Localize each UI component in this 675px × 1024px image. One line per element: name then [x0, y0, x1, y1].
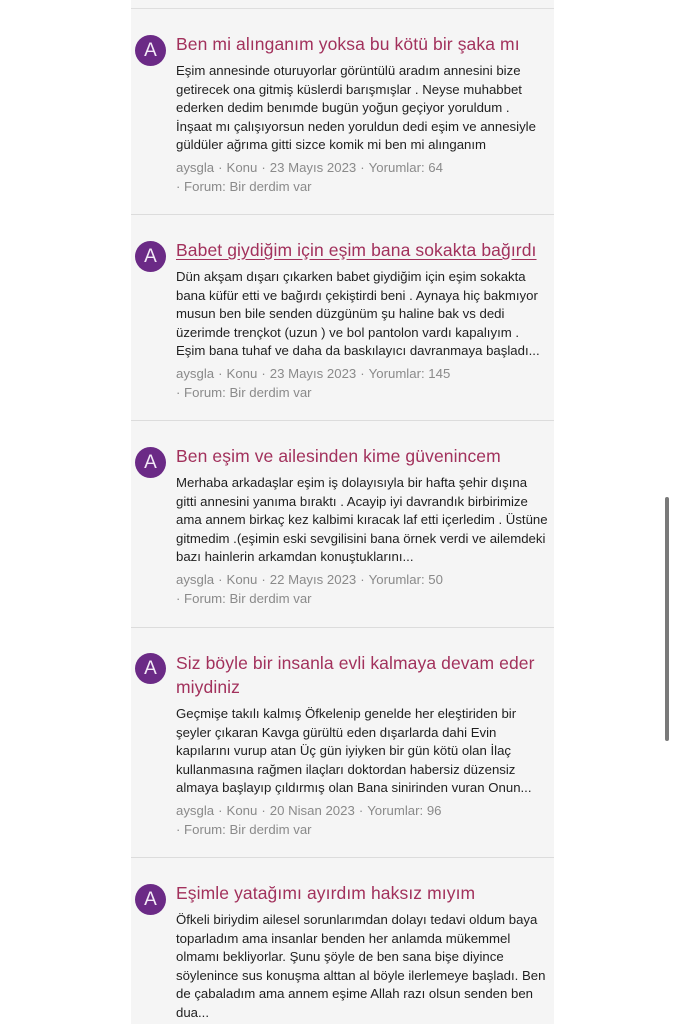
avatar[interactable]: A	[135, 447, 166, 478]
post-date: 23 Mayıs 2023	[269, 159, 357, 175]
reply-count: Yorumlar: 145	[368, 365, 451, 381]
thread-title-link[interactable]: Ben eşim ve ailesinden kime güvenincem	[176, 446, 501, 466]
thread-meta: aysgla · Konu · 23 Mayıs 2023 · Yorumlar: 145 · Forum: Bir derdim var	[176, 365, 451, 400]
scrollbar[interactable]	[665, 497, 669, 741]
thread-meta: aysgla · Konu · 22 Mayıs 2023 · Yorumlar: 50 · Forum: Bir derdim var	[176, 571, 443, 606]
thread-title-link[interactable]: Eşimle yatağımı ayırdım haksız mıyım	[176, 883, 476, 903]
author-link[interactable]: aysgla	[176, 159, 215, 175]
thread-title-link[interactable]: Babet giydiğim için eşim bana sokakta bağırdı	[176, 240, 537, 260]
thread-item	[131, 858, 554, 1024]
thread-meta: aysgla · Konu · 20 Nisan 2023 · Yorumlar: 96 · Forum: Bir derdim var	[176, 802, 442, 837]
forum-link[interactable]: · Forum: Bir derdim var	[176, 384, 312, 400]
author-link[interactable]: aysgla	[176, 365, 215, 381]
thread-title-link[interactable]: Siz böyle bir insanla evli kalmaya devam eder miydiniz	[176, 653, 535, 697]
avatar[interactable]: A	[135, 35, 166, 66]
thread-title-link[interactable]: Ben mi alınganım yoksa bu kötü bir şaka mı	[176, 34, 520, 54]
avatar[interactable]: A	[135, 653, 166, 684]
content-type: Konu	[226, 159, 258, 175]
thread-item	[131, 9, 554, 215]
thread-snippet: Dün akşam dışarı çıkarken babet giydiğim için eşim sokakta bana küfür etti ve bağırdı çekiştirdi beni . Aynaya hiç bakmıyor musun ben bile senden düzgünüm şu haline bak vs dedi üzerimde trençkot (uzun ) ve bol pantolon vardı kapalıyım . Eşim bana tuhaf ve daha da baskılayıcı davranmaya başladı...	[176, 269, 540, 359]
thread-item	[131, 215, 554, 421]
thread-item	[131, 421, 554, 628]
thread-snippet: Öfkeli biriydim ailesel sorunlarımdan dolayı tedavi oldum baya toparladım ama insanlar benden her anlamda mükemmel olmamı bekliyorlar. Şunu şöyle de ben sana bişe diyince söylenince sus konuşma alttan al böyle ilerlemeye başladı. Ben de çabaladım ama annem eşime Allah razı olsun senden ben dua...	[176, 912, 546, 1020]
content-type: Konu	[226, 365, 258, 381]
author-link[interactable]: aysgla	[176, 802, 215, 818]
avatar[interactable]: A	[135, 884, 166, 915]
post-date: 23 Mayıs 2023	[269, 365, 357, 381]
forum-link[interactable]: · Forum: Bir derdim var	[176, 821, 312, 837]
thread-snippet: Geçmişe takılı kalmış Öfkelenip genelde her eleştiriden bir şeyler çıkaran Kavga gürültü eden dışarlarda dahi Evin kapılarını vurup atan Üç gün iyiyken bir gün kötü olan İlaç kullanmasına rağmen ilaçları doktordan habersiz düzensiz almaya başlayıp çıldırmış olan Bana sinirinden vuran Onun...	[176, 706, 532, 796]
author-link[interactable]: aysgla	[176, 571, 215, 587]
thread-snippet: Eşim annesinde oturuyorlar görüntülü aradım annesini bize getirecek ona gitmiş küslerdi barışmışlar . Neyse muhabbet ederken dedim benımde bugün yoğun geçiyor yoruldum . İnşaat mı çalışıyorsun neden yoruldun dedi eşim ve annesiyle güldüler ağrıma gitti sizce komik mi ben mi alınganım	[176, 63, 536, 153]
thread-meta: aysgla · Konu · 23 Mayıs 2023 · Yorumlar: 64 · Forum: Bir derdim var	[176, 159, 443, 194]
thread-snippet: Merhaba arkadaşlar eşim iş dolayısıyla bir hafta şehir dışına gitti annesini yanıma bıraktı . Acayip iyi davrandık birbirimize ama annem birkaç kez kalbimi kıracak laf etti içerledim . Üstüne gitmedim .(eşimin eski sevgilisini bana örnek verdi ve ailemdeki bazı hainlerin arkamdan konuştuklarını...	[176, 475, 548, 565]
content-type: Konu	[226, 571, 258, 587]
reply-count: Yorumlar: 50	[368, 571, 443, 587]
avatar[interactable]: A	[135, 241, 166, 272]
forum-link[interactable]: · Forum: Bir derdim var	[176, 178, 312, 194]
post-date: 20 Nisan 2023	[269, 802, 355, 818]
thread-list	[131, 0, 554, 1024]
reply-count: Yorumlar: 64	[368, 159, 443, 175]
content-type: Konu	[226, 802, 258, 818]
thread-item	[131, 628, 554, 858]
post-date: 22 Mayıs 2023	[269, 571, 357, 587]
reply-count: Yorumlar: 96	[367, 802, 442, 818]
forum-link[interactable]: · Forum: Bir derdim var	[176, 590, 312, 606]
